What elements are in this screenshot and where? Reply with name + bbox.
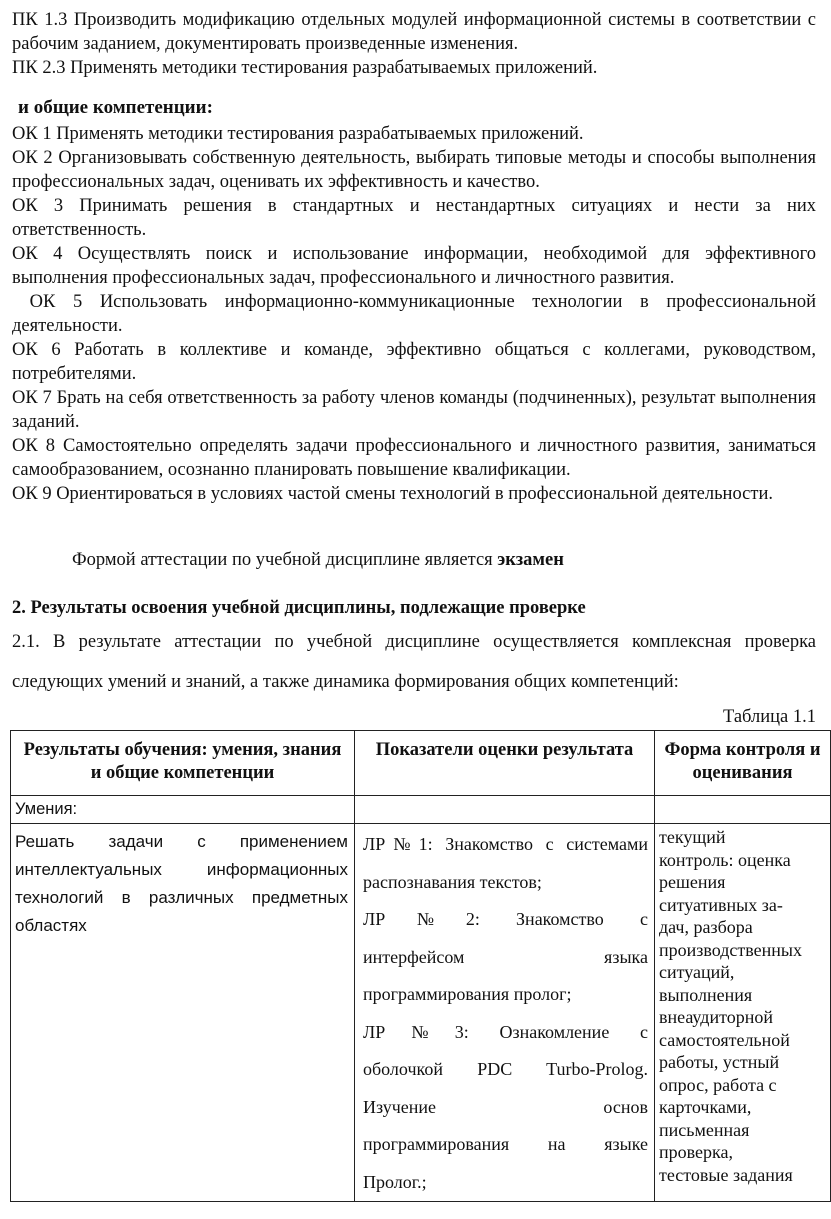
attestation-line xyxy=(72,550,564,571)
control-form-cell xyxy=(655,824,831,1202)
indicator-line: ЛР№3: Ознакомление с xyxy=(363,1021,648,1042)
indicator-line: программирования на языке xyxy=(363,1134,648,1154)
ok-7: ОК 7 Брать на себя ответственность за работу членов команды (подчиненных), результат выполнения заданий. xyxy=(12,388,816,432)
skill-cell xyxy=(11,824,355,1202)
section-2-1-line-1: 2.1. В результате аттестации по учебной дисциплине осуществляется комплексная проверка xyxy=(12,632,816,652)
ok-2: ОК 2 Организовывать собственную деятельность, выбирать типовые методы и способы выполнения профессиональных задач, оценивать их эффективность и качество. xyxy=(12,148,816,192)
indicator-line: программирования пролог; xyxy=(363,984,572,1004)
control-form-text: текущий контроль: оценка решения ситуативных за- дач, разбора производственных ситуаций, выполнения внеаудиторной самостоятельной работы, устный опрос, работа с карточками, письменная проверка, тестовые задания xyxy=(659,827,802,1185)
general-competencies-heading: и общие компетенции: xyxy=(18,97,213,118)
section-2-1-line-2: следующих умений и знаний, а также динамика формирования общих компетенций: xyxy=(12,672,679,692)
indicator-line: распознавания текстов; xyxy=(363,871,542,892)
ok-8: ОК 8 Самостоятельно определять задачи профессионального и личностного развития, заниматься самообразованием, осознанно планировать повышение квалификации. xyxy=(12,436,816,480)
attestation-form: экзамен xyxy=(497,550,564,570)
attestation-text: Формой аттестации по учебной дисциплине является xyxy=(72,550,498,570)
umenia-label: Умения: xyxy=(15,800,78,818)
table-row xyxy=(11,796,831,824)
pk-1-3: ПК 1.3 Производить модификацию отдельных модулей информационной системы в соответствии с рабочим заданием, документировать произведенные изменения. xyxy=(12,10,816,54)
ok-3: ОК 3 Принимать решения в стандартных и нестандартных ситуациях и нести за них ответственность. xyxy=(12,196,816,240)
ok-9: ОК 9 Ориентироваться в условиях частой смены технологий в профессиональной деятельности. xyxy=(12,484,773,504)
header-indicators: Показатели оценки результата xyxy=(355,731,655,796)
indicator-line: Пролог.; xyxy=(363,1171,427,1192)
pk-2-3: ПК 2.3 Применять методики тестирования разрабатываемых приложений. xyxy=(12,58,598,78)
table-header-row xyxy=(11,731,831,796)
indicator-line: интерфейсом языка xyxy=(363,946,648,967)
indicators-cell xyxy=(355,824,655,1202)
indicator-line: оболочкой PDC Turbo-Prolog. xyxy=(363,1059,648,1079)
umenia-cell xyxy=(11,796,355,824)
table-caption: Таблица 1.1 xyxy=(723,707,816,727)
header-results: Результаты обучения: умения, знания и общие компетенции xyxy=(11,731,355,796)
indicator-line: ЛР№2: Знакомство с xyxy=(363,909,648,929)
indicator-line: Изучение основ xyxy=(363,1096,648,1117)
header-control-form: Форма контроля и оценивания xyxy=(655,731,831,796)
ok-4: ОК 4 Осуществлять поиск и использование информации, необходимой для эффективного выполнения профессиональных задач, профессионального и личностного развития. xyxy=(12,244,816,288)
ok-6: ОК 6 Работать в коллективе и команде, эффективно общаться с коллегами, руководством, потребителями. xyxy=(12,340,816,384)
section-2-title: 2. Результаты освоения учебной дисциплины, подлежащие проверке xyxy=(12,598,586,618)
skill-rest: интеллектуальных информационных технологий в различных предметных областях xyxy=(15,860,348,935)
ok-5: ОК 5 Использовать информационно-коммуникационные технологии в профессиональной деятельности. xyxy=(12,292,821,336)
results-table xyxy=(10,730,831,1202)
skill-line-1: Решать задачи с применением xyxy=(15,832,348,851)
table-row xyxy=(11,824,831,1202)
ok-1: ОК 1 Применять методики тестирования разрабатываемых приложений. xyxy=(12,124,584,144)
indicator-line: ЛР№1: Знакомство с системами xyxy=(363,834,648,854)
